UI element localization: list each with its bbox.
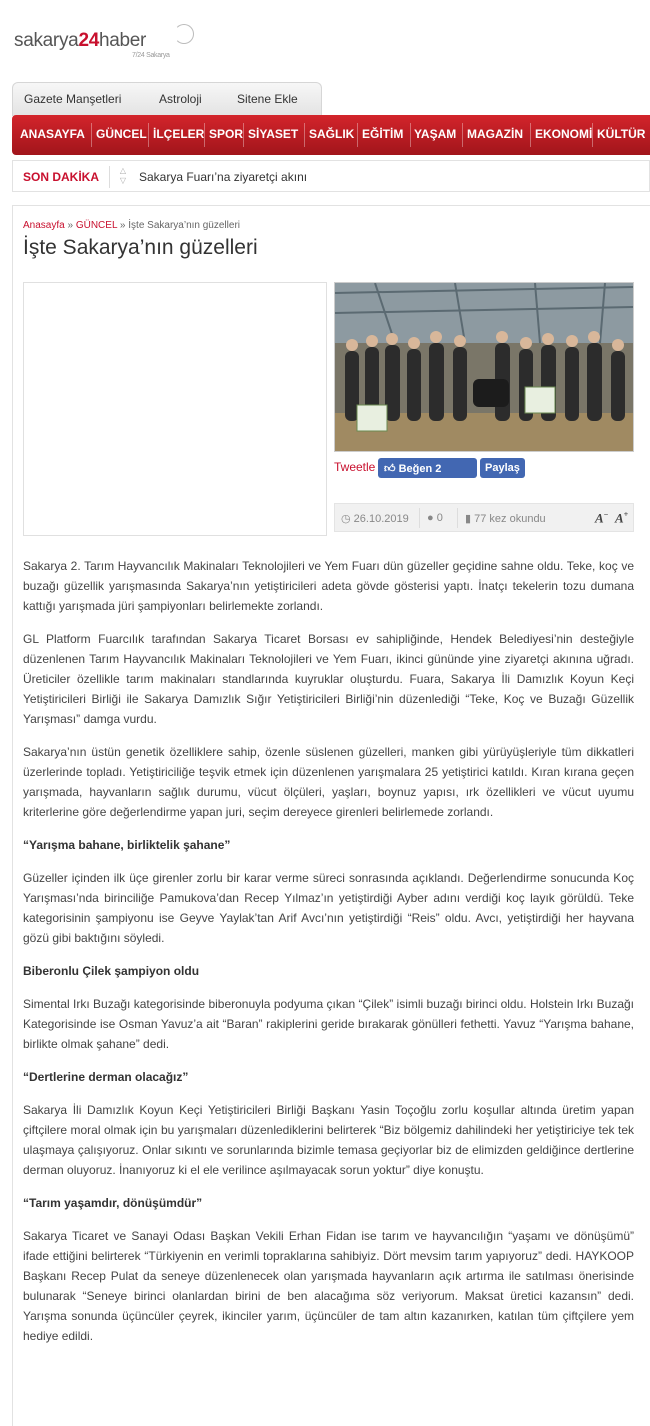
breadcrumb-separator: » — [64, 220, 76, 231]
breaking-divider — [109, 166, 110, 188]
nav-divider — [304, 123, 305, 147]
meta-divider — [419, 508, 420, 528]
nav-item-kultur[interactable]: KÜLTÜR — [597, 127, 646, 141]
nav-divider — [410, 123, 411, 147]
topnav-item-astroloji[interactable]: Astroloji — [159, 92, 202, 106]
article-subheading: “Yarışma bahane, birliktelik şahane” — [23, 838, 231, 852]
nav-item-yasam[interactable]: YAŞAM — [414, 127, 457, 141]
font-increase-button[interactable] — [615, 510, 628, 526]
comment-count[interactable] — [427, 512, 443, 524]
nav-item-siyaset[interactable]: SİYASET — [248, 127, 299, 141]
breaking-news-bar — [12, 160, 650, 192]
logo-text-pre: sakarya — [14, 30, 79, 51]
nav-item-egitim[interactable]: EĞİTİM — [362, 127, 404, 141]
font-decrease-button[interactable] — [595, 510, 609, 526]
breadcrumb-home[interactable]: Anasayfa — [23, 220, 65, 231]
nav-divider — [204, 123, 205, 147]
minus-icon: − — [603, 510, 609, 519]
ticker-arrows-icon[interactable]: △ ▽ — [119, 166, 127, 185]
article-container — [12, 205, 650, 1426]
main-navigation — [12, 115, 650, 155]
article-paragraph: Sakarya Ticaret ve Sanayi Odası Başkan Vekili Erhan Fidan ise tarım ve hayvancılığın “yaşamı ve dönüşümü” ifade ettiğini belirterek “Türkiyenin en verimli topraklarına sahibiyiz. Dört mevsim tarım yapıyoruz” dedi. HAYKOOP Başkanı Recep Pulat da seneye düzenlenecek olan yarışmada hayvanların açık artırma ile satılması önerisinde bulunarak “Seneye birinci olanlardan birini de ben alacağıma söz veriyorum. Maksat üretici kazansın” dedi. Yarışma sonunda üçüncüler çeyrek, ikinciler yarım, üçüncüler de tam altın kazanırken, katılan tüm çiftçilere yem hediye edildi. — [23, 1229, 634, 1343]
date-value: 26.10.2019 — [353, 513, 409, 525]
article-meta-bar — [334, 503, 634, 532]
nav-item-ekonomi[interactable]: EKONOMİ — [535, 127, 593, 141]
clock-icon — [174, 24, 194, 44]
logo-subtitle: 7/24 Sakarya — [132, 52, 170, 59]
site-logo[interactable] — [14, 30, 170, 59]
nav-item-guncel[interactable]: GÜNCEL — [96, 127, 147, 141]
topnav-item-gazete-mansetleri[interactable]: Gazete Manşetleri — [24, 92, 122, 106]
plus-icon: + — [623, 510, 629, 519]
article-paragraph: Simental Irkı Buzağı kategorisinde biberonuyla podyuma çıkan “Çilek” isimli buzağı birinci oldu. Holstein Irkı Buzağı Kategorisinde ise Osman Yavuz’a ait “Baran” rakiplerini geride bırakarak gönülleri fethetti. Yavuz “Yarışma bahane, birlikte olmak şahane” dedi. — [23, 997, 634, 1051]
nav-divider — [148, 123, 149, 147]
article-paragraph: Sakarya’nın üstün genetik özelliklere sahip, özenle süslenen güzelleri, manken gibi yürüyüşleriyle tüm dikkatleri üzerlerinde topladı. Yetiştiriciliğe teşvik etmek için düzenlenen yarışmalara 25 yetiştirici katıldı. Kıran kırana geçen yarışmada, hayvanların sağlık durumu, vücut ölçüleri, yaşları, boynuz yapısı, ırk özellikleri ve vücut uyumu kriterlerine göre değerlendirme yapan juri, seçim dereyece girenleri belirlemede zorlandı. — [23, 745, 634, 819]
article-paragraph: Sakarya İli Damızlık Koyun Keçi Yetiştiricileri Birliği Başkanı Yasin Toçoğlu zorlu koşullar altında üretim yapan çiftçilere moral olmak için bu yarışmaları düzenlediklerini belirterek “Biz bölgemiz dahilindeki her yetiştiriciye tek tek ulaşmaya çalışıyoruz. Onlar sıkıntı ve sorunlarında bizimle temasa geçiyorlar biz de elimizden geldiğince dertlerine derman oluyoruz. İnanıyoruz ki el ele verilince aşılmayacak sorun yoktur” diye konuştu. — [23, 1103, 634, 1177]
nav-item-spor[interactable]: SPOR — [209, 127, 244, 141]
thumbs-up-icon: 👍︎ — [384, 463, 396, 475]
article-subheading: Biberonlu Çilek şampiyon oldu — [23, 964, 200, 978]
article-photo — [334, 282, 634, 452]
logo-text-num: 24 — [78, 30, 99, 51]
breadcrumb — [23, 220, 240, 231]
article-paragraph: Güzeller içinden ilk üçe girenler zorlu bir karar verme süreci sonrasında açıklandı. Değerlendirme sonucunda Koç Yarışması’nda birinciliğe Pamukova’dan Recep Yılmaz’ın yetiştirdiği Ayber adını verdiği koç layık görüldü. Teke kategorisinin şampiyonu ise Geyve Yaylak’tan Arif Avcı’nın yetiştirdiği “Reis” oldu. Avcı, yetiştirdiği her hayvana gözü gibi baktığını söyledi. — [23, 871, 634, 945]
meta-divider — [457, 508, 458, 528]
like-label: Beğen 2 — [398, 463, 442, 475]
article-date — [341, 512, 409, 525]
nav-item-saglik[interactable]: SAĞLIK — [309, 127, 355, 141]
nav-item-anasayfa[interactable]: ANASAYFA — [20, 127, 85, 141]
article-subheading: “Dertlerine derman olacağız” — [23, 1070, 189, 1084]
breadcrumb-category[interactable]: GÜNCEL — [75, 220, 118, 231]
nav-item-magazin[interactable]: MAGAZİN — [467, 127, 523, 141]
font-increase-label: A — [615, 510, 624, 526]
tweet-button[interactable]: Tweetle — [334, 460, 376, 474]
view-count — [465, 512, 546, 525]
ad-placeholder — [23, 282, 327, 536]
nav-divider — [91, 123, 92, 147]
comment-count-value: 0 — [436, 512, 443, 524]
article-subheading: “Tarım yaşamdır, dönüşümdür” — [23, 1196, 203, 1210]
topnav-item-sitene-ekle[interactable]: Sitene Ekle — [237, 92, 298, 106]
top-navigation — [12, 82, 322, 116]
article-photo-illustration — [335, 283, 634, 452]
view-count-value: 77 kez okundu — [474, 513, 546, 525]
comment-icon: ● — [427, 512, 434, 524]
nav-divider — [530, 123, 531, 147]
breadcrumb-current: İşte Sakarya’nın güzelleri — [128, 220, 240, 231]
breadcrumb-separator: » — [117, 220, 129, 231]
logo-text-post: haber — [98, 30, 147, 51]
facebook-share-button[interactable]: Paylaş — [480, 458, 525, 478]
nav-divider — [462, 123, 463, 147]
article-paragraph: GL Platform Fuarcılık tarafından Sakarya Ticaret Borsası ev sahipliğinde, Hendek Belediyesi’nin desteğiyle düzenlenen Tarım Hayvancılık Makinaları Teknolojileri ve Yem Fuarı, ikinci gününde yine ziyaretçi akınına uğradı. Üreticiler özellikle tarım makinaları standlarında kuyruklar oluşturdu. Fuara, Sakarya İli Damızlık Koyun Keçi Yetiştiricileri Birliği ile Sakarya Damızlık Sığır Yetiştiricileri Birliği’nin düzenlediği “Teke, Koç ve Buzağı Güzellik Yarışması” damga vurdu. — [23, 632, 634, 726]
nav-divider — [243, 123, 244, 147]
article-body — [23, 556, 634, 1359]
clock-icon: ◷ — [341, 513, 351, 525]
facebook-like-button[interactable] — [378, 458, 477, 478]
breaking-news-label: SON DAKİKA — [23, 170, 100, 184]
nav-item-ilceler[interactable]: İLÇELER — [153, 127, 205, 141]
article-paragraph: Sakarya 2. Tarım Hayvancılık Makinaları Teknolojileri ve Yem Fuarı dün güzeller geçidine sahne oldu. Teke, koç ve buzağı güzellik yarışmasında Sakarya’nın yetiştiricileri adeta gövde gösterisi yaptı. İnatçı tekelerin tozu dumana kattığı yarışmada jüri şampiyonları belirlemekte zorlandı. — [23, 559, 634, 613]
breaking-news-headline[interactable]: Sakarya Fuarı’na ziyaretçi akını — [139, 170, 308, 184]
article-title: İşte Sakarya’nın güzelleri — [23, 236, 258, 259]
nav-divider — [592, 123, 593, 147]
nav-divider — [357, 123, 358, 147]
bar-chart-icon: ▮ — [465, 513, 472, 525]
font-decrease-label: A — [595, 510, 604, 526]
